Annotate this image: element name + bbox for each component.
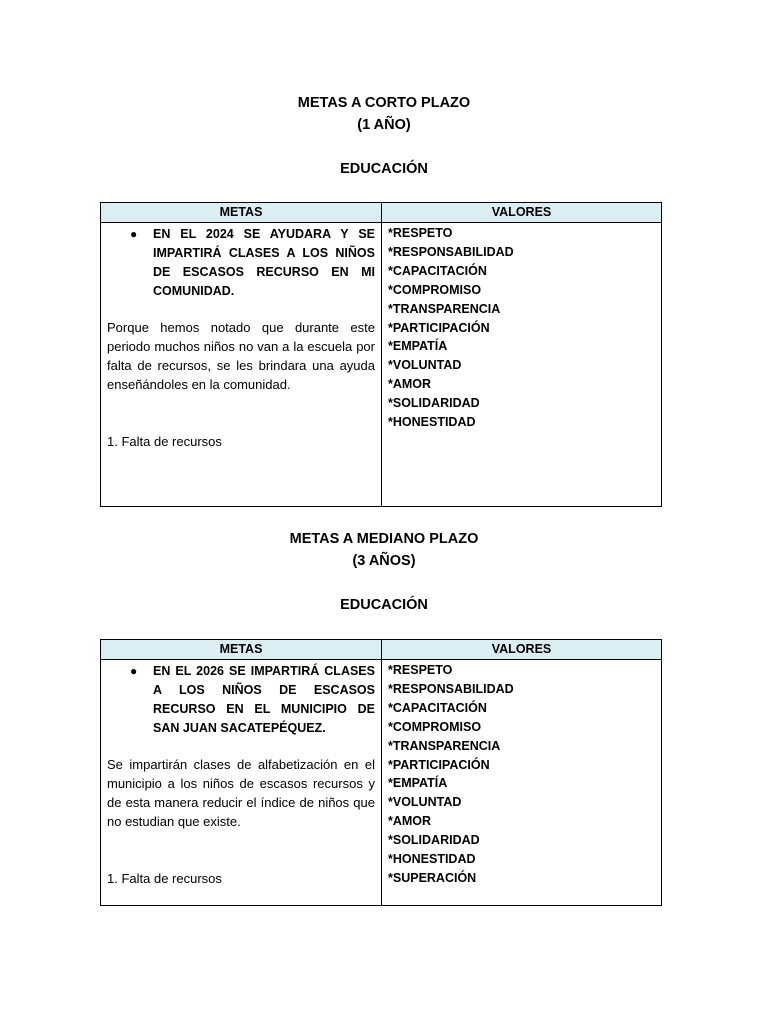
value-item: *TRANSPARENCIA bbox=[388, 738, 501, 753]
goal-text: EN EL 2026 SE IMPARTIRÁ CLASES A LOS NIÑOS DE ESCASOS RECURSO EN EL MUNICIPIO DE SAN JUAN SACATEPÉQUEZ. bbox=[153, 664, 375, 735]
goal-description: Porque hemos notado que durante este periodo muchos niños no van a la escuela por falta de recursos, se les brindara una ayuda enseñándoles en la comunidad. bbox=[107, 320, 375, 392]
value-item: *SOLIDARIDAD bbox=[388, 833, 480, 848]
value-item: *EMPATÍA bbox=[388, 776, 448, 791]
value-item: *AMOR bbox=[388, 814, 432, 829]
value-item: *RESPETO bbox=[388, 663, 453, 677]
header-metas: METAS bbox=[101, 203, 382, 222]
value-item: *HONESTIDAD bbox=[388, 415, 476, 430]
section-2-period: (3 AÑOS) bbox=[352, 553, 416, 569]
value-item: *PARTICIPACIÓN bbox=[388, 320, 490, 335]
table-header-row bbox=[101, 203, 661, 223]
value-item: *RESPONSABILIDAD bbox=[388, 244, 514, 259]
goal-description: Se impartirán clases de alfabetización en el municipio a los niños de escasos recursos y de esta manera reducir el índice de niños que no estudian que existe. bbox=[107, 757, 375, 829]
value-item: *VOLUNTAD bbox=[388, 358, 462, 373]
value-item: *CAPACITACIÓN bbox=[388, 700, 487, 715]
value-item: *CAPACITACIÓN bbox=[388, 263, 487, 278]
bullet-icon: ● bbox=[130, 227, 138, 241]
section-1-period: (1 AÑO) bbox=[357, 117, 411, 133]
section-1-table bbox=[100, 202, 662, 507]
metas-cell bbox=[101, 660, 382, 906]
value-item: *HONESTIDAD bbox=[388, 852, 476, 867]
value-item: *RESPETO bbox=[388, 226, 453, 240]
header-valores: VALORES bbox=[491, 642, 552, 656]
value-item: *RESPONSABILIDAD bbox=[388, 681, 514, 696]
valores-cell bbox=[382, 223, 661, 507]
goal-issue: 1. Falta de recursos bbox=[107, 871, 222, 886]
section-2-title: METAS A MEDIANO PLAZO bbox=[289, 531, 479, 547]
value-item: *SUPERACIÓN bbox=[388, 870, 477, 885]
value-item: *COMPROMISO bbox=[388, 282, 482, 297]
table-header-row bbox=[101, 640, 661, 660]
value-item: *TRANSPARENCIA bbox=[388, 301, 501, 316]
header-metas: METAS bbox=[101, 640, 382, 659]
goal-bullet-item bbox=[107, 225, 375, 301]
table-body-row bbox=[101, 223, 661, 507]
value-item: *VOLUNTAD bbox=[388, 795, 462, 810]
section-1-area: EDUCACIÓN bbox=[340, 161, 428, 177]
header-valores: VALORES bbox=[491, 205, 552, 219]
goal-bullet-item bbox=[107, 662, 375, 738]
table-body-row bbox=[101, 660, 661, 906]
value-item: *SOLIDARIDAD bbox=[388, 396, 480, 411]
valores-cell bbox=[382, 660, 661, 906]
metas-cell bbox=[101, 223, 382, 507]
value-item: *EMPATÍA bbox=[388, 339, 448, 354]
section-1-title: METAS A CORTO PLAZO bbox=[297, 95, 471, 111]
value-item: *COMPROMISO bbox=[388, 719, 482, 734]
value-item: *PARTICIPACIÓN bbox=[388, 757, 490, 772]
section-2-area: EDUCACIÓN bbox=[340, 597, 428, 613]
section-1-heading bbox=[0, 92, 768, 136]
section-2-heading bbox=[0, 528, 768, 572]
goal-issue: 1. Falta de recursos bbox=[107, 434, 222, 449]
section-2-table bbox=[100, 639, 662, 906]
goal-text: EN EL 2024 SE AYUDARA Y SE IMPARTIRÁ CLASES A LOS NIÑOS DE ESCASOS RECURSO EN MI COMUNIDAD. bbox=[153, 227, 375, 298]
value-item: *AMOR bbox=[388, 377, 432, 392]
bullet-icon: ● bbox=[130, 664, 138, 678]
